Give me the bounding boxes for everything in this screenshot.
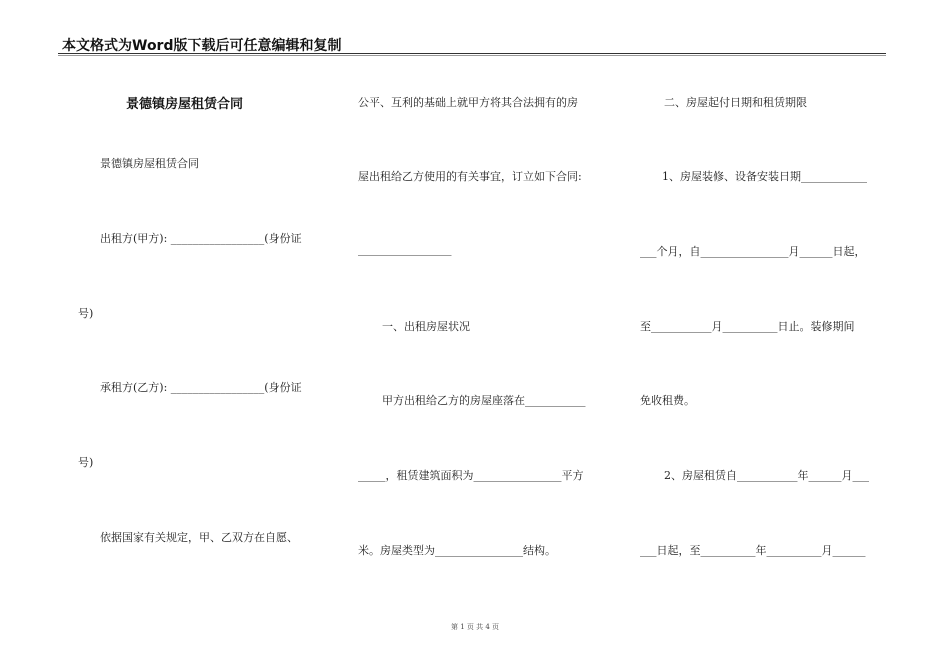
col2-line-6: _____，租赁建筑面积为________________平方	[358, 469, 584, 482]
col1-line-5: 号)	[78, 456, 94, 469]
col2-line-5: 甲方出租给乙方的房屋座落在___________	[382, 394, 586, 407]
header-rule-secondary	[58, 55, 886, 56]
col3-line-2: 1、房屋装修、设备安装日期____________	[662, 170, 867, 183]
header-rule	[58, 53, 886, 54]
col2-line-3: _________________	[358, 243, 452, 256]
col3-line-4: 至___________月__________日止。装修期间	[640, 320, 855, 333]
col2-line-1: 公平、互利的基础上就甲方将其合法拥有的房	[358, 96, 578, 109]
col2-line-2: 屋出租给乙方使用的有关事宜，订立如下合同:	[358, 170, 582, 183]
page-footer: 第 1 页 共 4 页	[450, 623, 500, 631]
col2-line-4: 一、出租房屋状况	[382, 320, 470, 333]
col2-line-7: 米。房屋类型为________________结构。	[358, 544, 556, 557]
col1-line-3: 号)	[78, 307, 94, 320]
document-header: 本文格式为Word版下载后可任意编辑和复制	[62, 38, 342, 54]
col1-line-1: 景德镇房屋租赁合同	[100, 157, 199, 170]
col3-line-3: ___个月，自________________月______日起，	[640, 245, 866, 258]
col3-line-7: ___日起，至__________年__________月______	[640, 544, 866, 557]
col1-line-4: 承租方(乙方): _________________(身份证	[100, 381, 302, 394]
col1-line-2: 出租方(甲方): _________________(身份证	[100, 232, 302, 245]
col3-line-6: 2、房屋租赁自___________年______月___	[664, 469, 869, 482]
col3-line-5: 免收租费。	[640, 394, 695, 407]
col1-line-6: 依据国家有关规定，甲、乙双方在自愿、	[100, 531, 298, 544]
col3-line-1: 二、房屋起付日期和租赁期限	[664, 96, 807, 109]
contract-title: 景德镇房屋租赁合同	[126, 97, 244, 112]
